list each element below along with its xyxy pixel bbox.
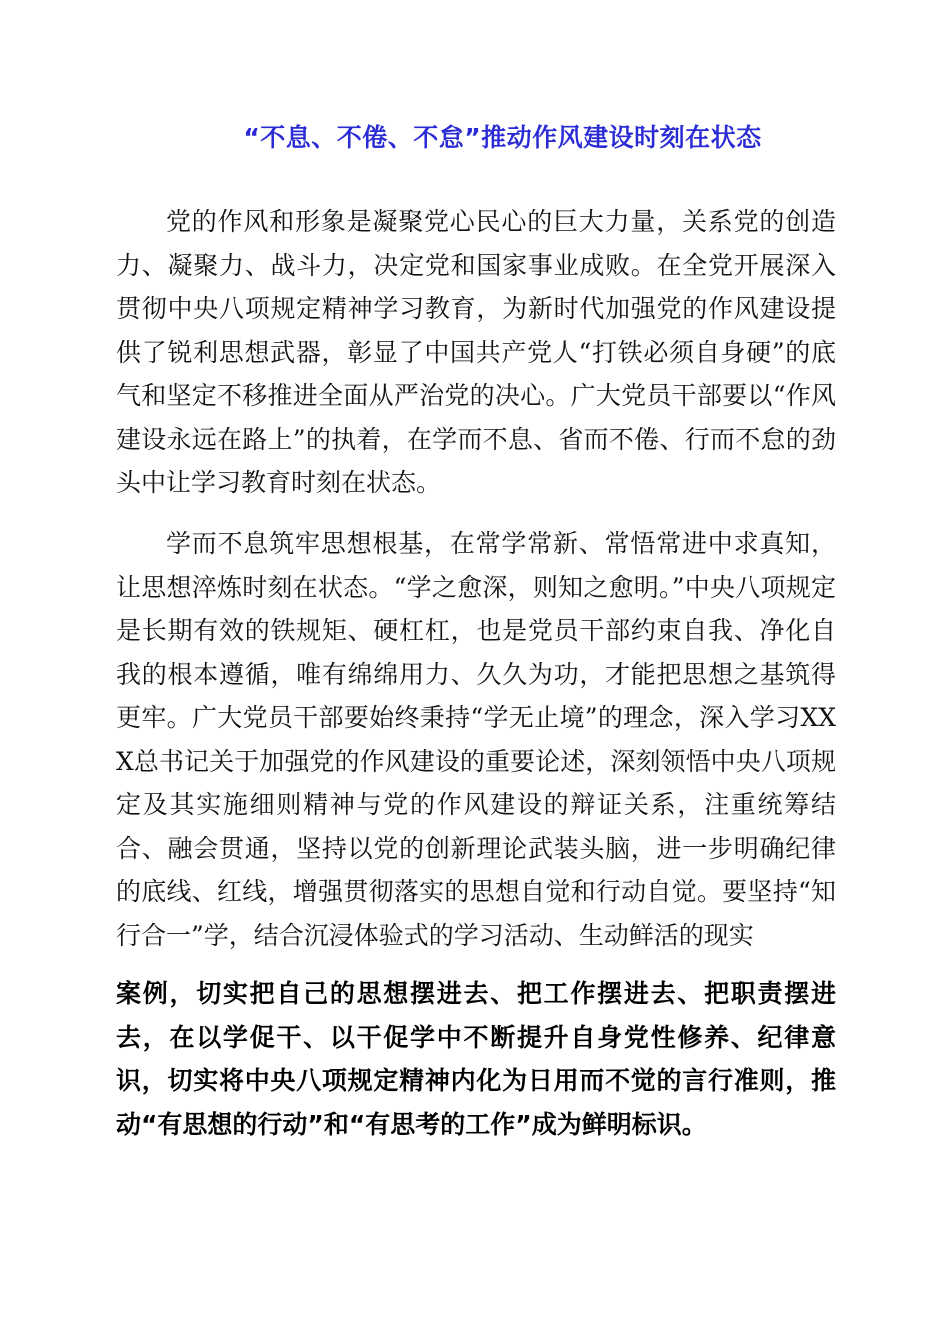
paragraph-2: 学而不息筑牢思想根基，在常学常新、常悟常进中求真知，让思想淬炼时刻在状态。“学之愈深，则知之愈明。”中央八项规定是长期有效的铁规矩、硬杠杠，也是党员干部约束自我、净化自我的根本遵循，唯有绵绵用力、久久为功，才能把思想之基筑得更牢。广大党员干部要始终秉持“学无止境”的理念，深入学习XXX总书记关于加强党的作风建设的重要论述，深刻领悟中央八项规定及其实施细则精神与党的作风建设的辩证关系，注重统筹结合、融会贯通，坚持以党的创新理论武装头脑，进一步明确纪律的底线、红线，增强贯彻落实的思想自觉和行动自觉。要坚持“知行合一”学，结合沉浸体验式的学习活动、生动鲜活的现实 <box>116 529 836 950</box>
paragraph-1: 党的作风和形象是凝聚党心民心的巨大力量，关系党的创造力、凝聚力、战斗力，决定党和国家事业成败。在全党开展深入贯彻中央八项规定精神学习教育，为新时代加强党的作风建设提供了锐利思想武器，彰显了中国共产党人“打铁必须自身硬”的底气和坚定不移推进全面从严治党的决心。广大党员干部要以“作风建设永远在路上”的执着，在学而不息、省而不倦、行而不怠的劲头中让学习教育时刻在状态。 <box>116 207 836 497</box>
paragraph-3-bold: 案例，切实把自己的思想摆进去、把工作摆进去、把职责摆进去，在以学促干、以干促学中不断提升自身党性修养、纪律意识，切实将中央八项规定精神内化为日用而不觉的言行准则，推动“有思想的行动”和“有思考的工作”成为鲜明标识。 <box>116 979 836 1139</box>
document-title: “不息、不倦、不怠”推动作风建设时刻在状态 <box>243 123 762 152</box>
